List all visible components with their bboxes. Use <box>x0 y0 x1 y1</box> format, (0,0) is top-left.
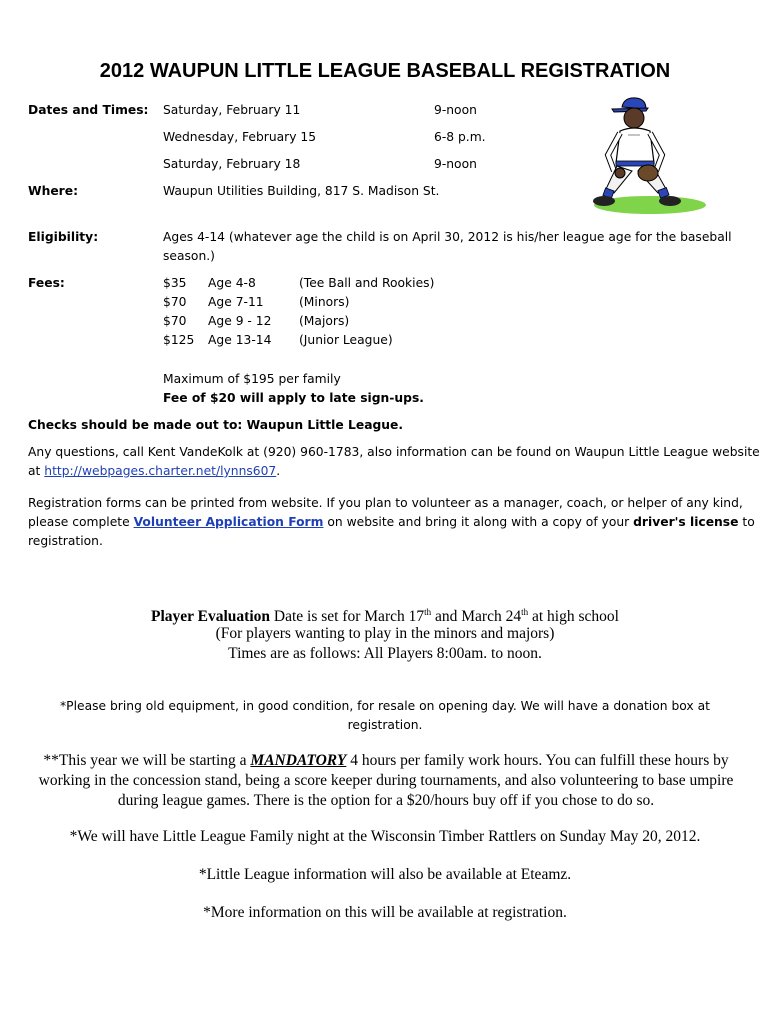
fee-division: (Minors) <box>299 295 350 309</box>
eligibility-line1: Ages 4-14 (whatever age the child is on April 30, 2012 is his/her league age for the baseball <box>163 230 732 244</box>
volunteer-form-link[interactable]: Volunteer Application Form <box>133 515 324 529</box>
questions-line1: Any questions, call Kent VandeKolk at (920) 960-1783, also information can be found on Waupun Little League website <box>28 445 760 459</box>
fee-amount: $70 <box>163 314 187 328</box>
fee-ages: Age 13-14 <box>208 333 272 347</box>
date-day-1: Saturday, February 11 <box>163 103 301 117</box>
eteamz-text: *Little League information will also be available at Eteamz. <box>198 866 572 883</box>
more-info-text: *More information on this will be available at registration. <box>203 904 567 921</box>
questions-line2 <box>28 464 280 478</box>
date-time-1: 9-noon <box>434 103 477 117</box>
registration-text: please complete <box>28 515 134 529</box>
questions-period: . <box>276 464 281 478</box>
date-time-3: 9-noon <box>434 157 477 171</box>
date-day-3: Saturday, February 18 <box>163 157 301 171</box>
fee-division: (Majors) <box>299 314 350 328</box>
fee-ages: Age 7-11 <box>208 295 264 309</box>
registration-line2 <box>28 515 755 529</box>
evaluation-text: Date is set for March 17 <box>270 608 425 626</box>
fee-amount: $125 <box>163 333 195 347</box>
date-day-2: Wednesday, February 15 <box>163 130 317 144</box>
equipment-line1: *Please bring old equipment, in good condition, for resale on opening day. We will have a donation box at <box>60 699 710 713</box>
fee-ages: Age 9 - 12 <box>208 314 272 328</box>
fee-amount: $70 <box>163 295 187 309</box>
fee-division: (Junior League) <box>299 333 393 347</box>
fee-ages: Age 4-8 <box>208 276 256 290</box>
ordinal-suffix: th <box>521 607 529 617</box>
eligibility-line2: season.) <box>163 249 215 263</box>
registration-line1: Registration forms can be printed from website. If you plan to volunteer as a manager, coach, or helper of any kind, <box>28 496 743 510</box>
fee-division: (Tee Ball and Rookies) <box>299 276 435 290</box>
registration-text: to <box>738 515 755 529</box>
drivers-license-text: driver's license <box>633 515 739 529</box>
where-label: Where: <box>28 184 78 198</box>
date-time-2: 6-8 p.m. <box>434 130 486 144</box>
mandatory-text: MANDATORY <box>250 752 347 769</box>
family-night-text: *We will have Little League Family night at the Wisconsin Timber Rattlers on Sunday May 20, 2012. <box>69 828 701 845</box>
evaluation-text: at high school <box>528 608 619 626</box>
work-hours-text: 4 hours per family work hours. You can fulfill these hours by working in the concession stand, being a score keeper during tournaments, and also volunteering to base umpire during league games. There is the option for a $20/hours buy off if you chose to do so. <box>38 752 734 809</box>
evaluation-text: and March 24 <box>431 608 522 626</box>
page-title: 2012 WAUPUN LITTLE LEAGUE BASEBALL REGISTRATION <box>99 60 671 82</box>
registration-text: on website and bring it along with a copy of your <box>323 515 634 529</box>
ordinal-suffix: th <box>424 607 432 617</box>
work-hours-paragraph <box>26 751 746 811</box>
where-value: Waupun Utilities Building, 817 S. Madison St. <box>163 184 440 198</box>
max-family-text: Maximum of $195 per family <box>163 372 341 386</box>
evaluation-heading: Player Evaluation <box>151 608 271 626</box>
work-hours-text: **This year we will be starting a <box>43 752 251 769</box>
late-fee-text: Fee of $20 will apply to late sign-ups. <box>163 391 424 405</box>
evaluation-line3: Times are as follows: All Players 8:00am. to noon. <box>228 645 542 662</box>
website-link[interactable]: http://webpages.charter.net/lynns607 <box>44 464 277 478</box>
baseball-player-illustration <box>570 95 720 219</box>
dates-label: Dates and Times: <box>28 103 149 117</box>
fees-label: Fees: <box>28 276 65 290</box>
checks-text: Checks should be made out to: Waupun Little League. <box>28 418 404 432</box>
fee-amount: $35 <box>163 276 187 290</box>
registration-line3: registration. <box>28 534 103 548</box>
evaluation-line2: (For players wanting to play in the minors and majors) <box>215 625 555 642</box>
questions-at: at <box>28 464 45 478</box>
equipment-line2: registration. <box>347 718 423 732</box>
eligibility-label: Eligibility: <box>28 230 99 244</box>
